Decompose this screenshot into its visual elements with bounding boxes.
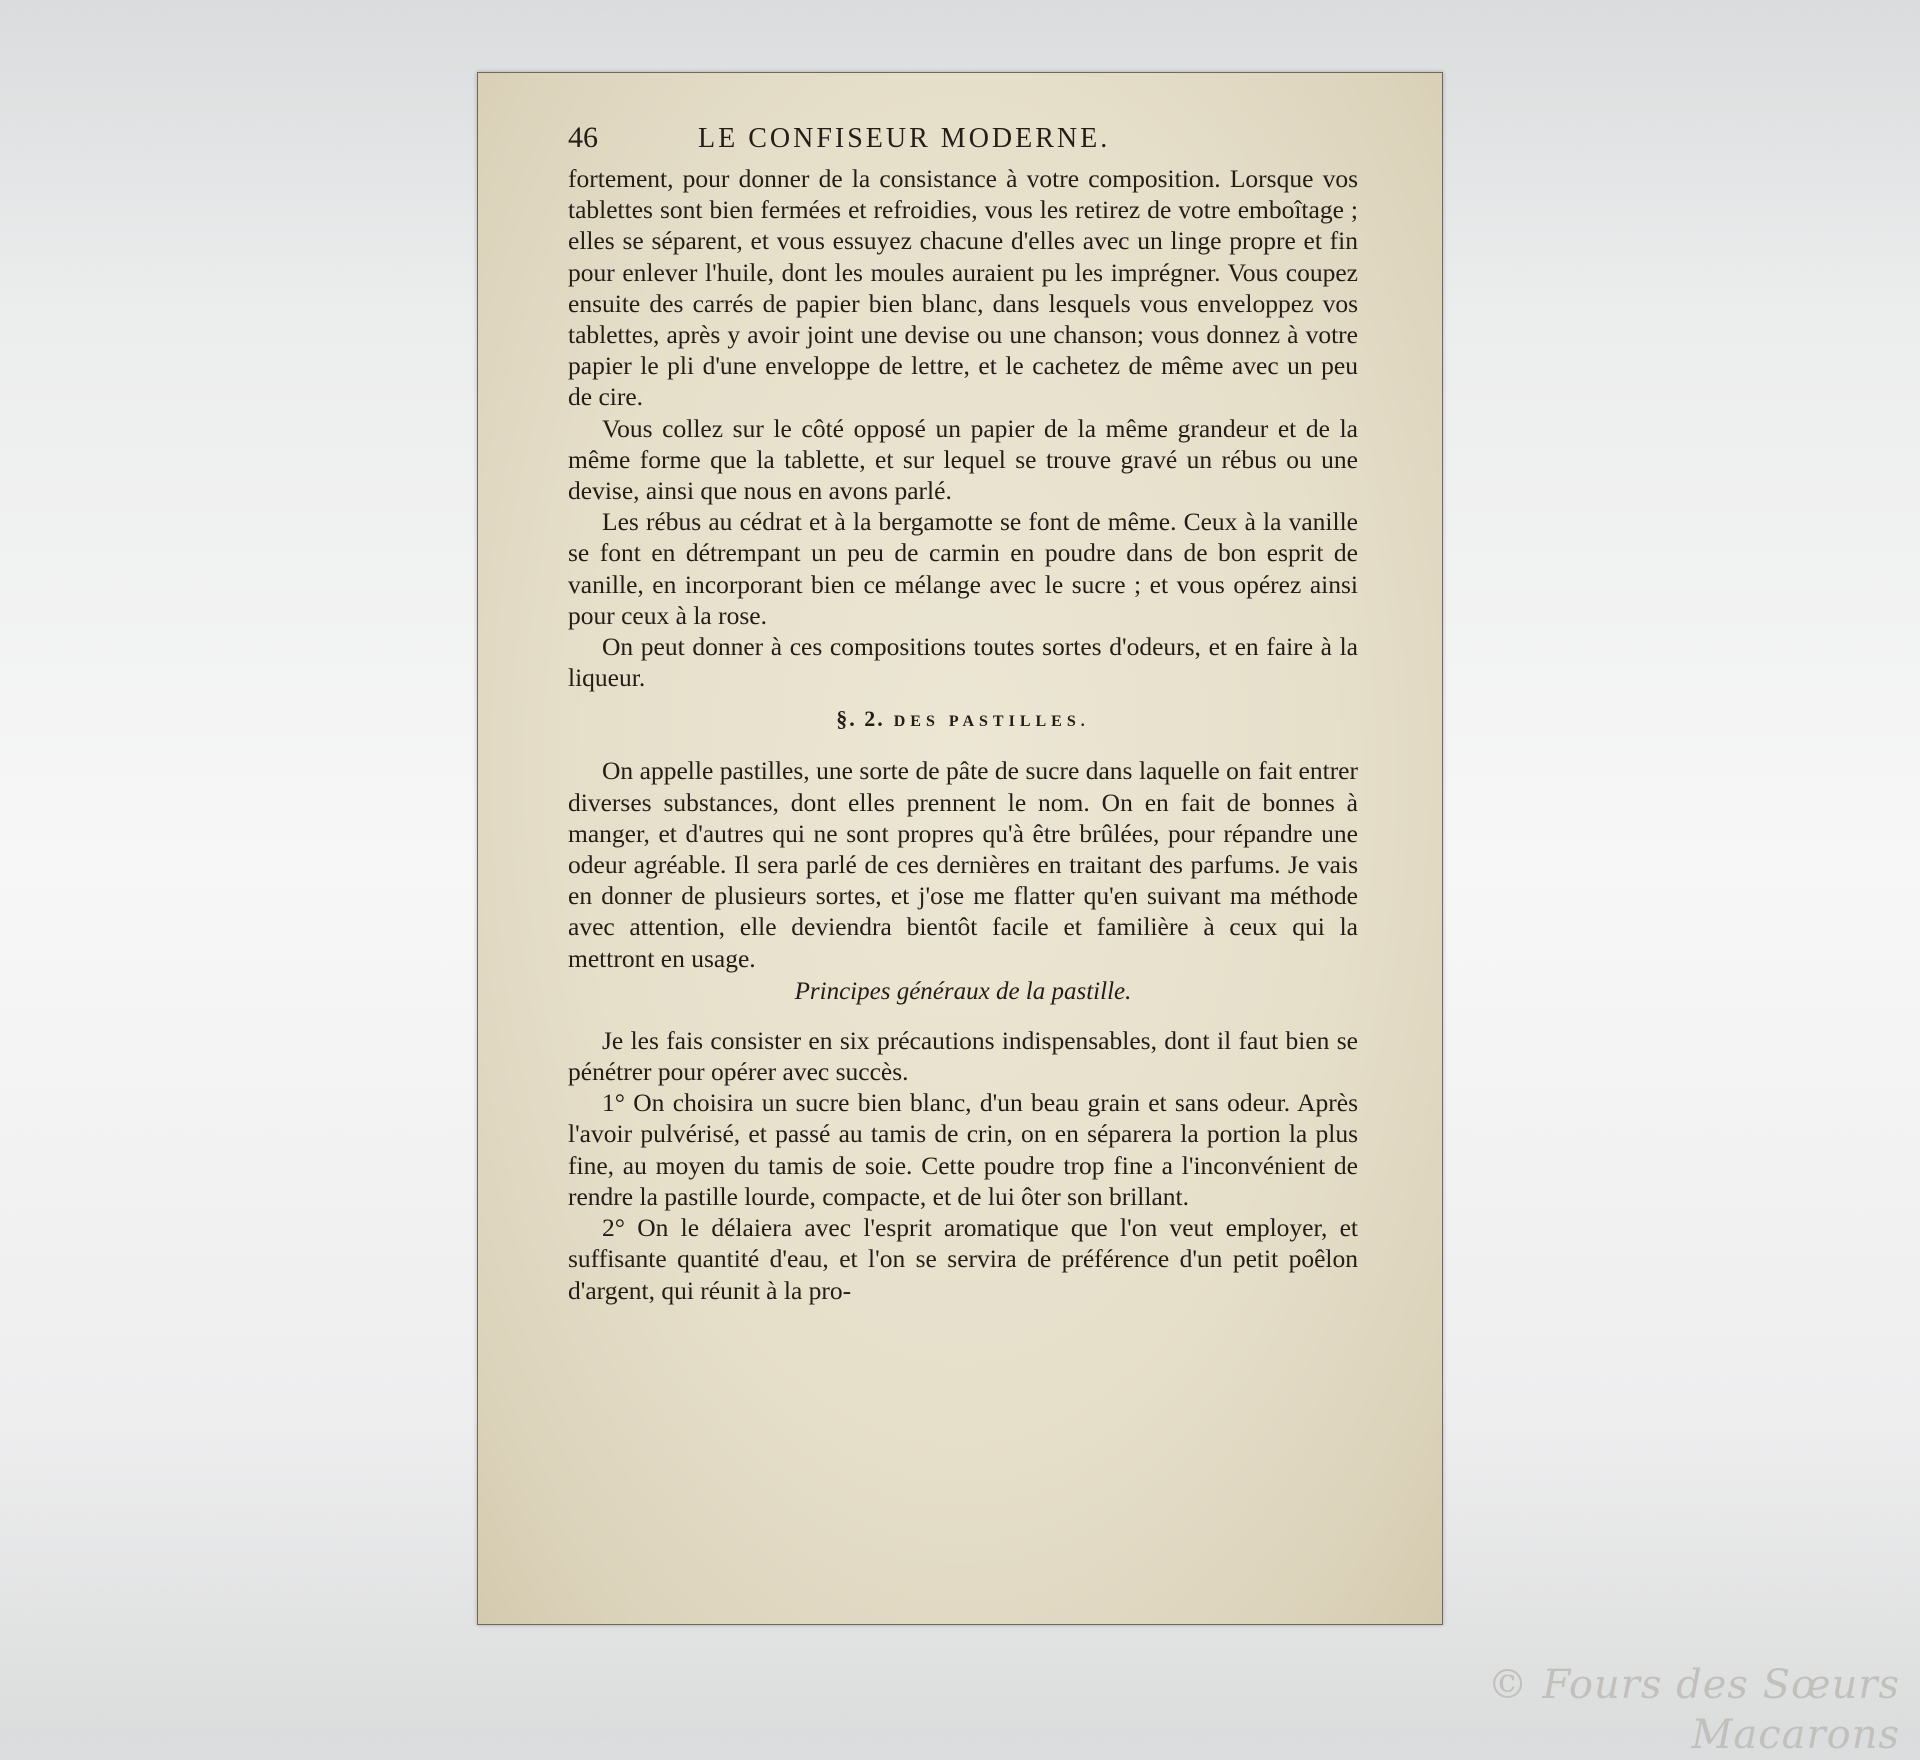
paragraph: Je les fais consister en six précautions indispensables, dont il faut bien se pénétrer pour opérer avec succès.: [568, 1025, 1358, 1087]
paragraph: On peut donner à ces compositions toutes sortes d'odeurs, et en faire à la liqueur.: [568, 632, 1358, 693]
book-page: [477, 72, 1443, 1625]
paragraph: Les rébus au cédrat et à la bergamotte se font de même. Ceux à la vanille se font en détrempant un peu de carmin en poudre dans de bon esprit de vanille, en incorporant bien ce mélange avec le sucre ; et vous opérez ainsi pour ceux à la rose.: [568, 507, 1358, 630]
page-number: 46: [568, 121, 598, 154]
page-text: [568, 163, 1358, 1306]
section-symbol: §. 2.: [836, 706, 885, 732]
running-head: [568, 121, 1368, 167]
paragraph: 1° On choisira un sucre bien blanc, d'un beau grain et sans odeur. Après l'avoir pulvérisé, et passé au tamis de crin, on en séparera la portion la plus fine, au moyen du tamis de soie. Cette poudre trop fine a l'inconvénient de rendre la pastille lourde, compacte, et de lui ôter son brillant.: [568, 1088, 1358, 1211]
paragraph: Vous collez sur le côté opposé un papier de la même grandeur et de la même forme que la tablette, et sur lequel se trouve gravé un rébus ou une devise, ainsi que nous en avons parlé.: [568, 413, 1358, 506]
section-heading: [568, 703, 1358, 737]
paragraph: On appelle pastilles, une sorte de pâte de sucre dans laquelle on fait entrer diverses substances, dont elles prennent le nom. On en fait de bonnes à manger, et d'autres qui ne sont propres qu'à être brûlées, pour répandre une odeur agréable. Il sera parlé de ces dernières en traitant des parfums. Je vais en donner de plusieurs sortes, et j'ose me flatter qu'en suivant ma méthode avec attention, elle deviendra bientôt facile et familière à ceux qui la mettront en usage.: [568, 756, 1358, 973]
copyright-watermark: © Fours des Sœurs Macarons: [1487, 1662, 1900, 1758]
section-title: DES PASTILLES.: [893, 713, 1090, 731]
book-title: LE CONFISEUR MODERNE.: [698, 123, 1111, 154]
paragraph: fortement, pour donner de la consistance à votre composition. Lorsque vos tablettes sont bien fermées et refroidies, vous les retirez de votre emboîtage ; elles se séparent, et vous essuyez chacune d'elles avec un linge propre et fin pour enlever l'huile, dont les moules auraient pu les imprégner. Vous coupez ensuite des carrés de papier bien blanc, dans lesquels vous enveloppez vos tablettes, après y avoir joint une devise ou une chanson; vous donnez à votre papier le pli d'une enveloppe de lettre, et le cachetez de même avec un peu de cire.: [568, 164, 1358, 412]
paragraph: 2° On le délaiera avec l'esprit aromatique que l'on veut employer, et suffisante quantité d'eau, et l'on se servira de préférence d'un petit poêlon d'argent, qui réunit à la pro-: [568, 1213, 1358, 1305]
subheading: Principes généraux de la pastille.: [794, 977, 1132, 1005]
